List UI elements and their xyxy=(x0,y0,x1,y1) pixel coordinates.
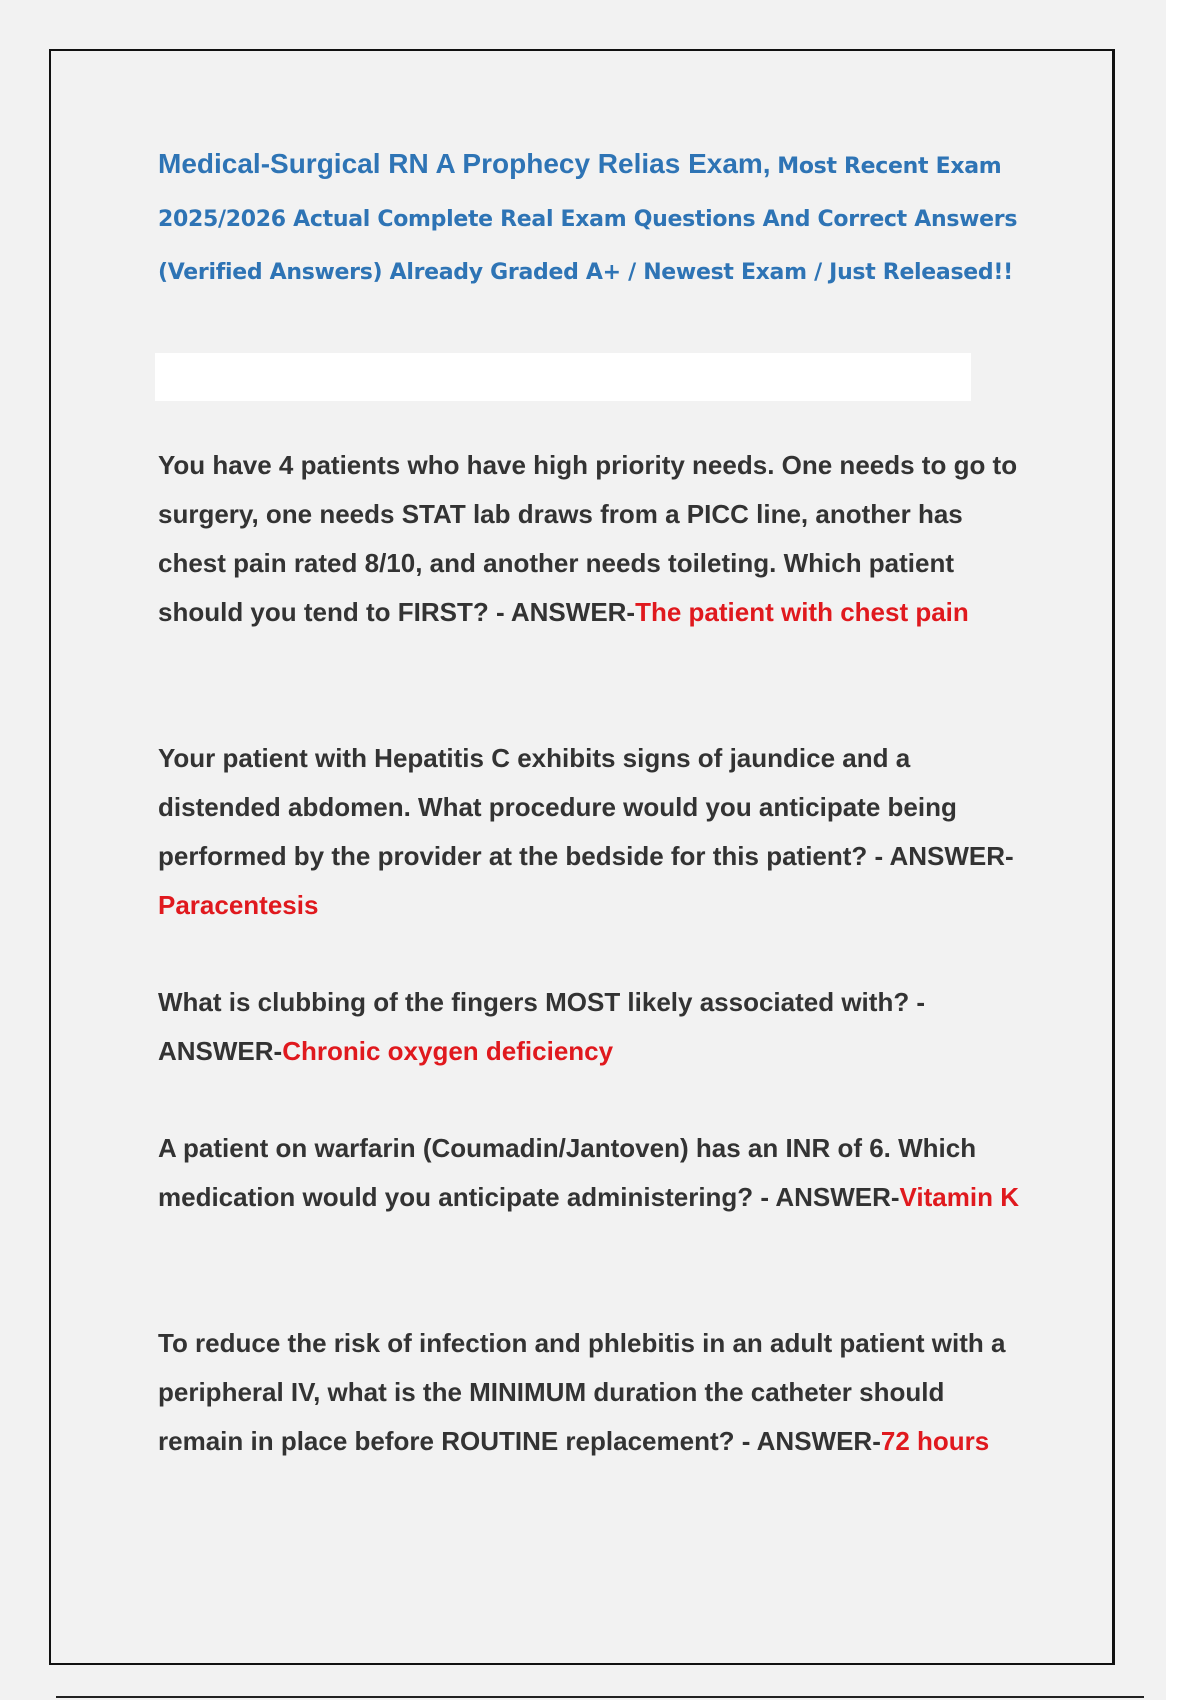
qa-item xyxy=(158,441,1028,637)
blank-banner xyxy=(155,353,971,401)
qa-item xyxy=(158,978,1028,1076)
question-text: You have 4 patients who have high priority needs. One needs to go to surgery, one needs STAT lab draws from a PICC line, another has chest pain rated 8/10, and another needs toileting. Which patient should you tend to FIRST? - ANSWER- xyxy=(158,450,1018,627)
qa-item xyxy=(158,1319,1028,1466)
document-title xyxy=(158,138,1028,299)
title-subtitle: Most Recent Exam 2025/2026 Actual Complete Real Exam Questions And Correct Answers (Verified Answers) Already Graded A+ / Newest Exam / Just Released!! xyxy=(158,154,1018,285)
question-text: A patient on warfarin (Coumadin/Jantoven) has an INR of 6. Which medication would you anticipate administering? - ANSWER- xyxy=(158,1133,977,1212)
bottom-divider xyxy=(56,1696,1144,1698)
question-text: Your patient with Hepatitis C exhibits signs of jaundice and a distended abdomen. What procedure would you anticipate being performed by the provider at the bedside for this patient? - ANSWER- xyxy=(158,743,1014,871)
answer-text: Chronic oxygen deficiency xyxy=(282,1036,614,1066)
question-text: What is clubbing of the fingers MOST likely associated with? - ANSWER- xyxy=(158,987,926,1066)
answer-text: 72 hours xyxy=(880,1426,990,1456)
question-text: To reduce the risk of infection and phlebitis in an adult patient with a peripheral IV, what is the MINIMUM duration the catheter should remain in place before ROUTINE replacement? - ANSWER- xyxy=(158,1328,1006,1456)
answer-text: Paracentesis xyxy=(158,890,319,920)
qa-item xyxy=(158,734,1028,930)
answer-text: The patient with chest pain xyxy=(635,597,969,627)
answer-text: Vitamin K xyxy=(899,1182,1019,1212)
qa-item xyxy=(158,1124,1028,1222)
title-main: Medical-Surgical RN A Prophecy Relias Exam, xyxy=(158,148,771,179)
right-margin-strip xyxy=(1166,0,1200,1700)
